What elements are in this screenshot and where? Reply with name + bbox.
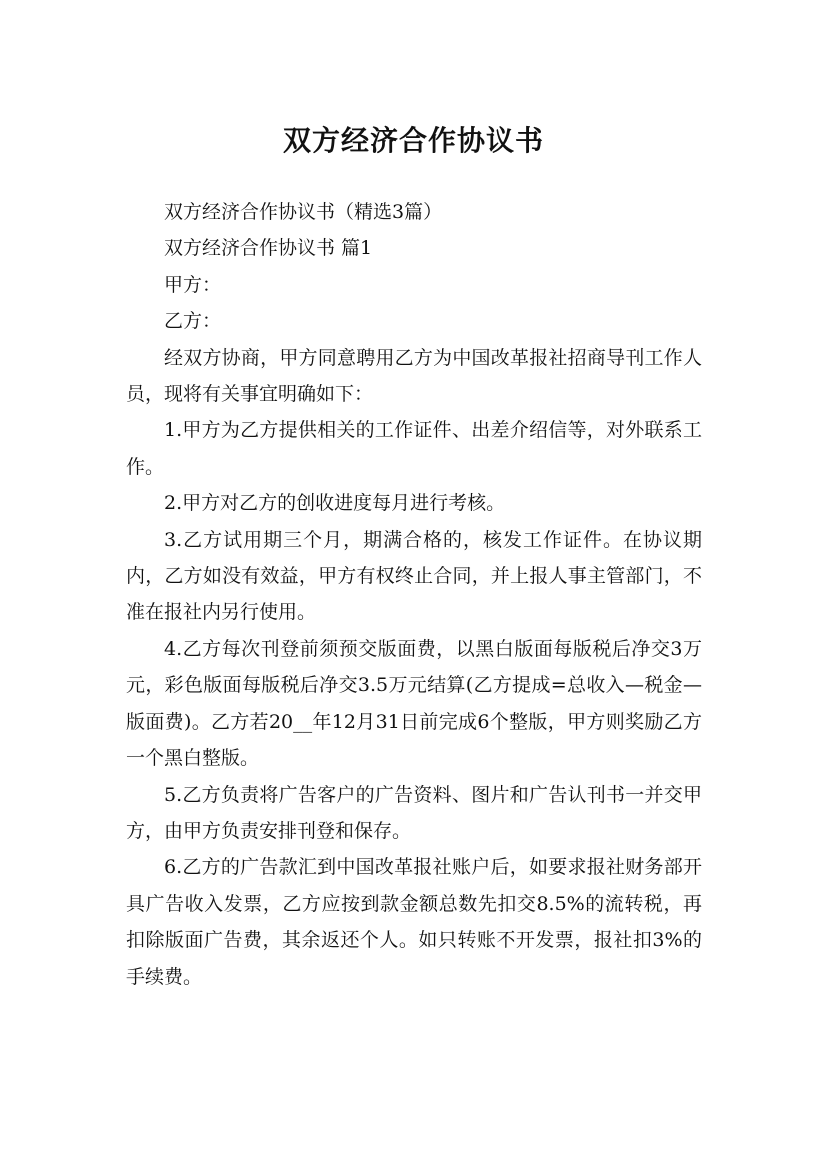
section-heading: 双方经济合作协议书 篇1	[164, 237, 373, 260]
clause-3: 3.乙方试用期三个月，期满合格的，核发工作证件。在协议期内，乙方如没有效益，甲方有权终止合同，并上报人事主管部门，不准在报社内另行使用。	[126, 528, 702, 624]
subtitle: 双方经济合作协议书（精选3篇）	[164, 201, 443, 223]
document-title: 双方经济合作协议书	[282, 123, 544, 157]
clause-6: 6.乙方的广告款汇到中国改革报社账户后，如要求报社财务部开具广告收入发票，乙方应按到款金额总数先扣交8.5%的流转税，再扣除版面广告费，其余返还个人。如只转账不开发票，报社扣3%的手续费。	[126, 856, 702, 988]
clause-5: 5.乙方负责将广告客户的广告资料、图片和广告认刊书一并交甲方，由甲方负责安排刊登和保存。	[126, 783, 702, 842]
party-a-label: 甲方：	[164, 273, 222, 296]
clause-2: 2.甲方对乙方的创收进度每月进行考核。	[164, 492, 506, 515]
clause-1: 1.甲方为乙方提供相关的工作证件、出差介绍信等，对外联系工作。	[126, 419, 702, 478]
intro-paragraph: 经双方协商，甲方同意聘用乙方为中国改革报社招商导刊工作人员，现将有关事宜明确如下：	[126, 346, 702, 406]
clause-4: 4.乙方每次刊登前须预交版面费，以黑白版面每版税后净交3万元，彩色版面每版税后净交3.5万元结算(乙方提成=总收入—税金—版面费)。乙方若20__年12月31日前完成6个整版，甲方则奖励乙方一个黑白整版。	[126, 637, 702, 770]
document-body	[126, 194, 702, 995]
party-b-label: 乙方：	[164, 310, 222, 333]
